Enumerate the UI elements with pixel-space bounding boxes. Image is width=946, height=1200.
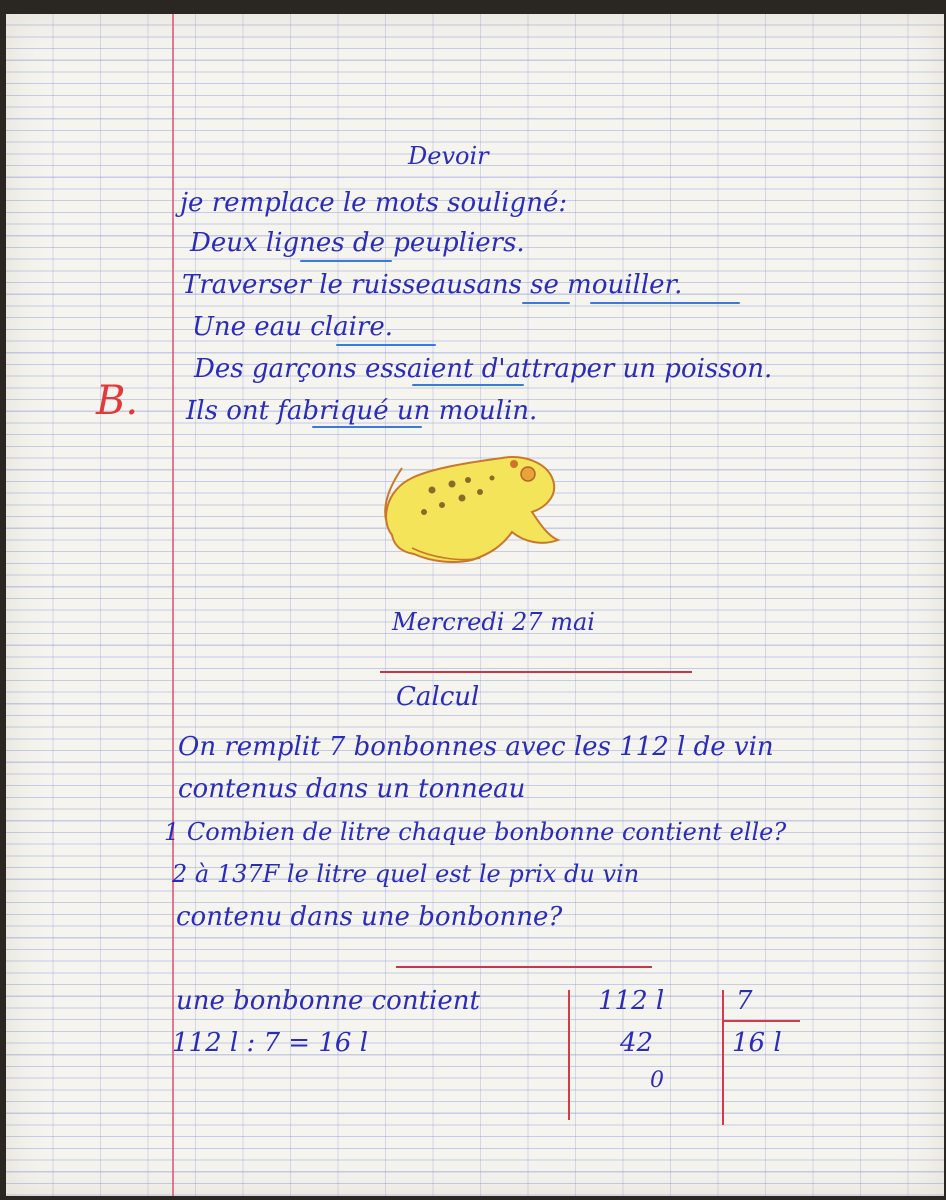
problem-line-4: 2 à 137F le litre quel est le prix du vin bbox=[172, 860, 640, 888]
division-remainder: 0 bbox=[650, 1068, 664, 1093]
red-divider-1 bbox=[380, 671, 692, 673]
problem-line-1: On remplit 7 bonbonnes avec les 112 l de vin bbox=[178, 732, 774, 762]
division-dividend: 112 l bbox=[598, 986, 665, 1016]
sentence-1: Deux lignes de peupliers. bbox=[190, 228, 525, 258]
solution-separator bbox=[568, 990, 570, 1120]
sentence-4: Des garçons essaient d'attraper un poisson. bbox=[194, 354, 773, 384]
division-vertical-bar bbox=[722, 990, 724, 1125]
sentence-5: Ils ont fabriqué un moulin. bbox=[186, 396, 538, 426]
margin-line bbox=[172, 14, 174, 1196]
division-quotient: 16 l bbox=[732, 1028, 782, 1058]
underline-claire bbox=[336, 344, 436, 346]
underline-mouiller bbox=[590, 302, 740, 304]
instruction-text: je remplace le mots souligné: bbox=[180, 188, 568, 218]
sentence-3: Une eau claire. bbox=[192, 312, 393, 342]
solution-line-2: 112 l : 7 = 16 l bbox=[172, 1028, 369, 1058]
problem-line-3: 1 Combien de litre chaque bonbonne contient elle? bbox=[164, 818, 787, 846]
calcul-title: Calcul bbox=[396, 682, 480, 712]
problem-line-2: contenus dans un tonneau bbox=[178, 774, 526, 804]
division-divisor: 7 bbox=[736, 986, 753, 1016]
underline-fabrique bbox=[312, 426, 422, 428]
underline-lignes bbox=[300, 260, 392, 262]
division-horizontal-bar bbox=[724, 1020, 800, 1022]
underline-se bbox=[522, 302, 570, 304]
solution-line-1: une bonbonne contient bbox=[176, 986, 480, 1016]
division-partial: 42 bbox=[620, 1028, 654, 1058]
devoir-title: Devoir bbox=[408, 142, 489, 170]
red-divider-2 bbox=[396, 966, 652, 968]
sentence-2: Traverser le ruisseausans se mouiller. bbox=[182, 270, 683, 300]
problem-line-5: contenu dans une bonbonne? bbox=[176, 902, 563, 932]
date-heading: Mercredi 27 mai bbox=[392, 608, 595, 636]
underline-essaient bbox=[412, 384, 524, 386]
grade-mark: B. bbox=[96, 378, 139, 424]
frog-drawing-icon bbox=[372, 450, 562, 575]
